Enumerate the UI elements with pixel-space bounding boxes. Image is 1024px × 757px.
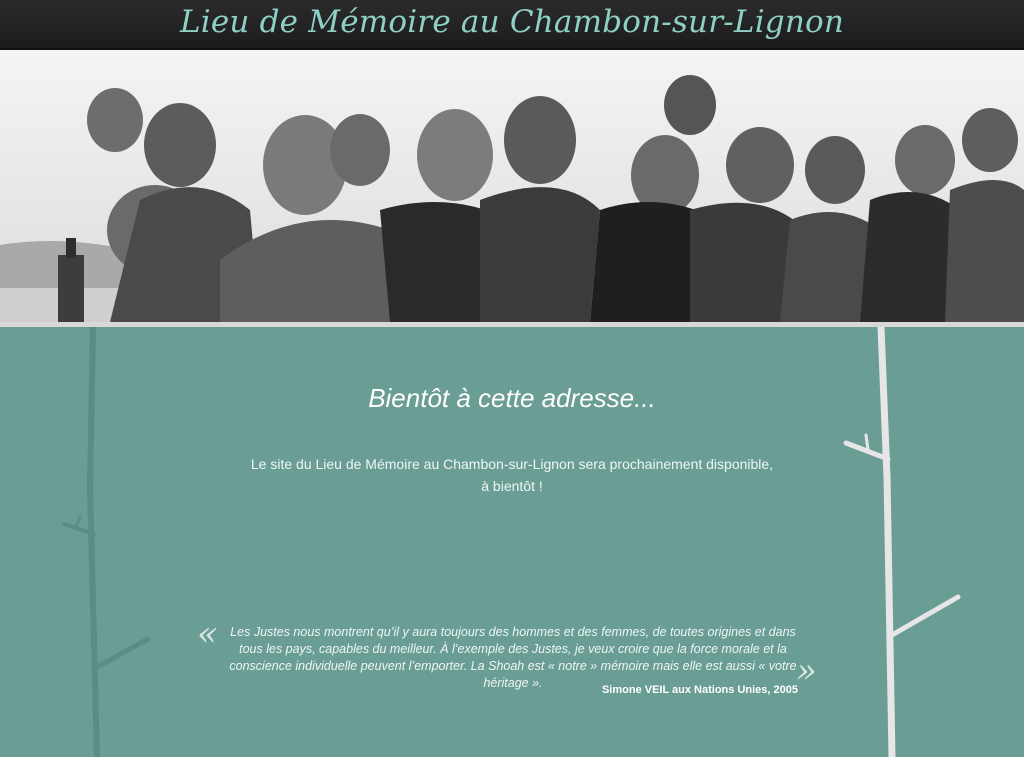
site-title[interactable]: Lieu de Mémoire au Chambon-sur-Lignon — [179, 4, 845, 40]
quote-text: Les Justes nous montrent qu’il y aura toujours des hommes et des femmes, de toutes origines et dans tous les pays, capables du meilleur. À l’exemple des Justes, je veux croire que la force morale et la conscience individuelle peuvent l’emporter. La Shoah est « notre » mémoire mais elle est aussi « votre héritage ». — [229, 625, 797, 690]
coming-soon-headline: Bientôt à cette adresse... — [368, 383, 656, 413]
hero-photo — [0, 50, 1024, 322]
quote-author: Simone VEIL aux Nations Unies, 2005 — [601, 684, 798, 696]
group-photo-illustration — [0, 50, 1024, 322]
intro-text — [212, 453, 812, 497]
intro-line: Le site du Lieu de Mémoire au Chambon-sur-Lignon sera prochainement disponible, — [250, 456, 774, 472]
main-content — [0, 327, 1024, 757]
site-header — [0, 0, 1024, 50]
intro-line: à bientôt ! — [481, 478, 543, 494]
quote-close-icon: » — [796, 651, 817, 691]
quote-open-icon: « — [197, 614, 218, 654]
